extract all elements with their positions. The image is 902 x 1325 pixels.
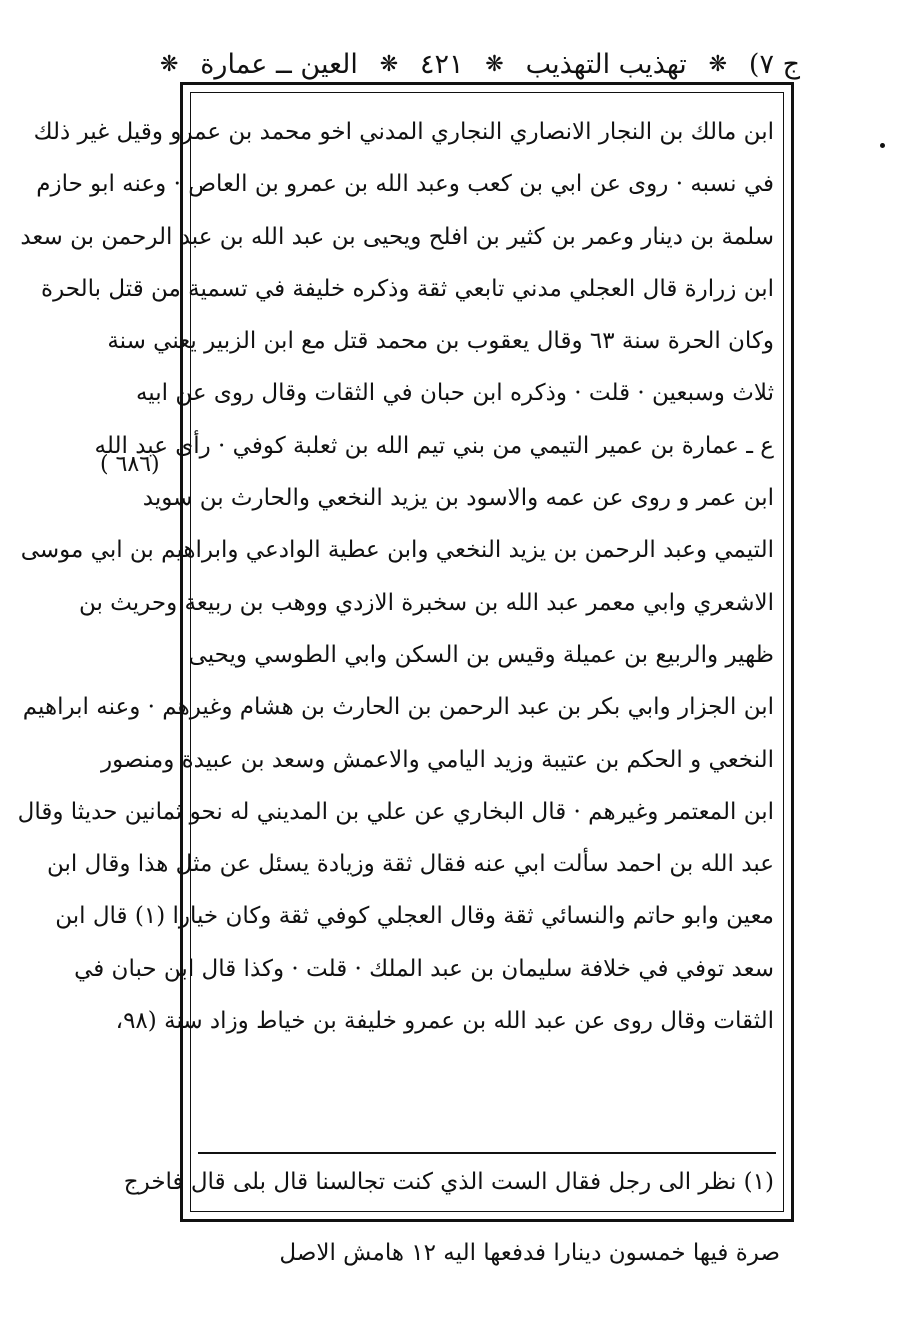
text-line: ابن عمر و روى عن عمه والاسود بن يزيد النخعي والحارث بن سويد bbox=[142, 485, 774, 512]
footnote-continuation: صرة فيها خمسون دينارا فدفعها اليه ١٢ هامش الاصل bbox=[279, 1240, 780, 1266]
text-line: سلمة بن دينار وعمر بن كثير بن افلح ويحيى بن عبد الله بن عبد الرحمن بن سعد bbox=[20, 223, 774, 250]
volume-label: ج ٧) bbox=[748, 48, 800, 80]
text-line: الاشعري وابي معمر عبد الله بن سخبرة الازدي ووهب بن ربيعة وحريث بن bbox=[78, 589, 774, 616]
ornament-icon: ❋ bbox=[485, 51, 504, 77]
margin-entry-number: (٦٨٦ ) bbox=[100, 452, 160, 477]
text-line: وكان الحرة سنة ٦٣ وقال يعقوب بن محمد قتل مع ابن الزبير يعني سنة bbox=[107, 328, 774, 355]
text-line: ابن مالك بن النجار الانصاري النجاري المدني اخو محمد بن عمرو وقيل غير ذلك bbox=[33, 119, 774, 145]
text-line: معين وابو حاتم والنسائي ثقة وقال العجلي كوفي ثقة وكان خيارا (١) قال ابن bbox=[55, 903, 774, 930]
text-line: سعد توفي في خلافة سليمان بن عبد الملك · قلت · وكذا قال ابن حبان في bbox=[74, 955, 774, 982]
footnote: (١) نظر الى رجل فقال الست الذي كنت تجالسنا قال بلى قال فاخرج bbox=[123, 1169, 774, 1195]
text-line: عبد الله بن احمد سألت ابي عنه فقال ثقة وزيادة يسئل عن مثل هذا وقال ابن bbox=[47, 851, 774, 878]
text-line: ابن زرارة قال العجلي مدني تابعي ثقة وذكره خليفة في تسمية من قتل بالحرة bbox=[41, 275, 774, 302]
page-number: ٤٢١ bbox=[419, 48, 464, 80]
section-title: العين ــ عمارة bbox=[200, 48, 358, 80]
ink-dot bbox=[880, 143, 885, 148]
text-line: ابن المعتمر وغيرهم · قال البخاري عن علي بن المديني له نحو ثمانين حديثا وقال bbox=[17, 798, 774, 825]
text-line: ابن الجزار وابي بكر بن عبد الرحمن بن الحارث بن هشام وغيرهم · وعنه ابراهيم bbox=[22, 694, 774, 721]
ornament-icon: ❋ bbox=[379, 51, 399, 77]
ornament-icon: ❋ bbox=[708, 51, 728, 77]
running-header bbox=[160, 40, 800, 88]
text-line: النخعي و الحكم بن عتيبة وزيد اليامي والاعمش وسعد بن عبيدة ومنصور bbox=[101, 746, 774, 773]
text-line: التيمي وعبد الرحمن بن يزيد النخعي وابن عطية الوادعي وابراهيم بن ابي موسى bbox=[20, 537, 774, 564]
ornament-icon: ❋ bbox=[160, 51, 179, 77]
text-line: ع ـ عمارة بن عمير التيمي من بني تيم الله بن ثعلبة كوفي · رأى عبد الله bbox=[94, 432, 774, 459]
text-line: ثلاث وسبعين · قلت · وذكره ابن حبان في الثقات وقال روى عن ابيه bbox=[135, 380, 774, 407]
book-title: تهذيب التهذيب bbox=[525, 48, 687, 80]
footnote-divider bbox=[198, 1152, 776, 1154]
text-line: الثقات وقال روى عن عبد الله بن عمرو خليفة بن خياط وزاد سنة (٩٨، bbox=[115, 1008, 774, 1035]
text-line: في نسبه · روى عن ابي بن كعب وعبد الله بن عمرو بن العاص · وعنه ابو حازم bbox=[36, 171, 774, 198]
text-line: ظهير والربيع بن عميلة وقيس بن السكن وابي الطوسي ويحيى bbox=[188, 641, 774, 668]
